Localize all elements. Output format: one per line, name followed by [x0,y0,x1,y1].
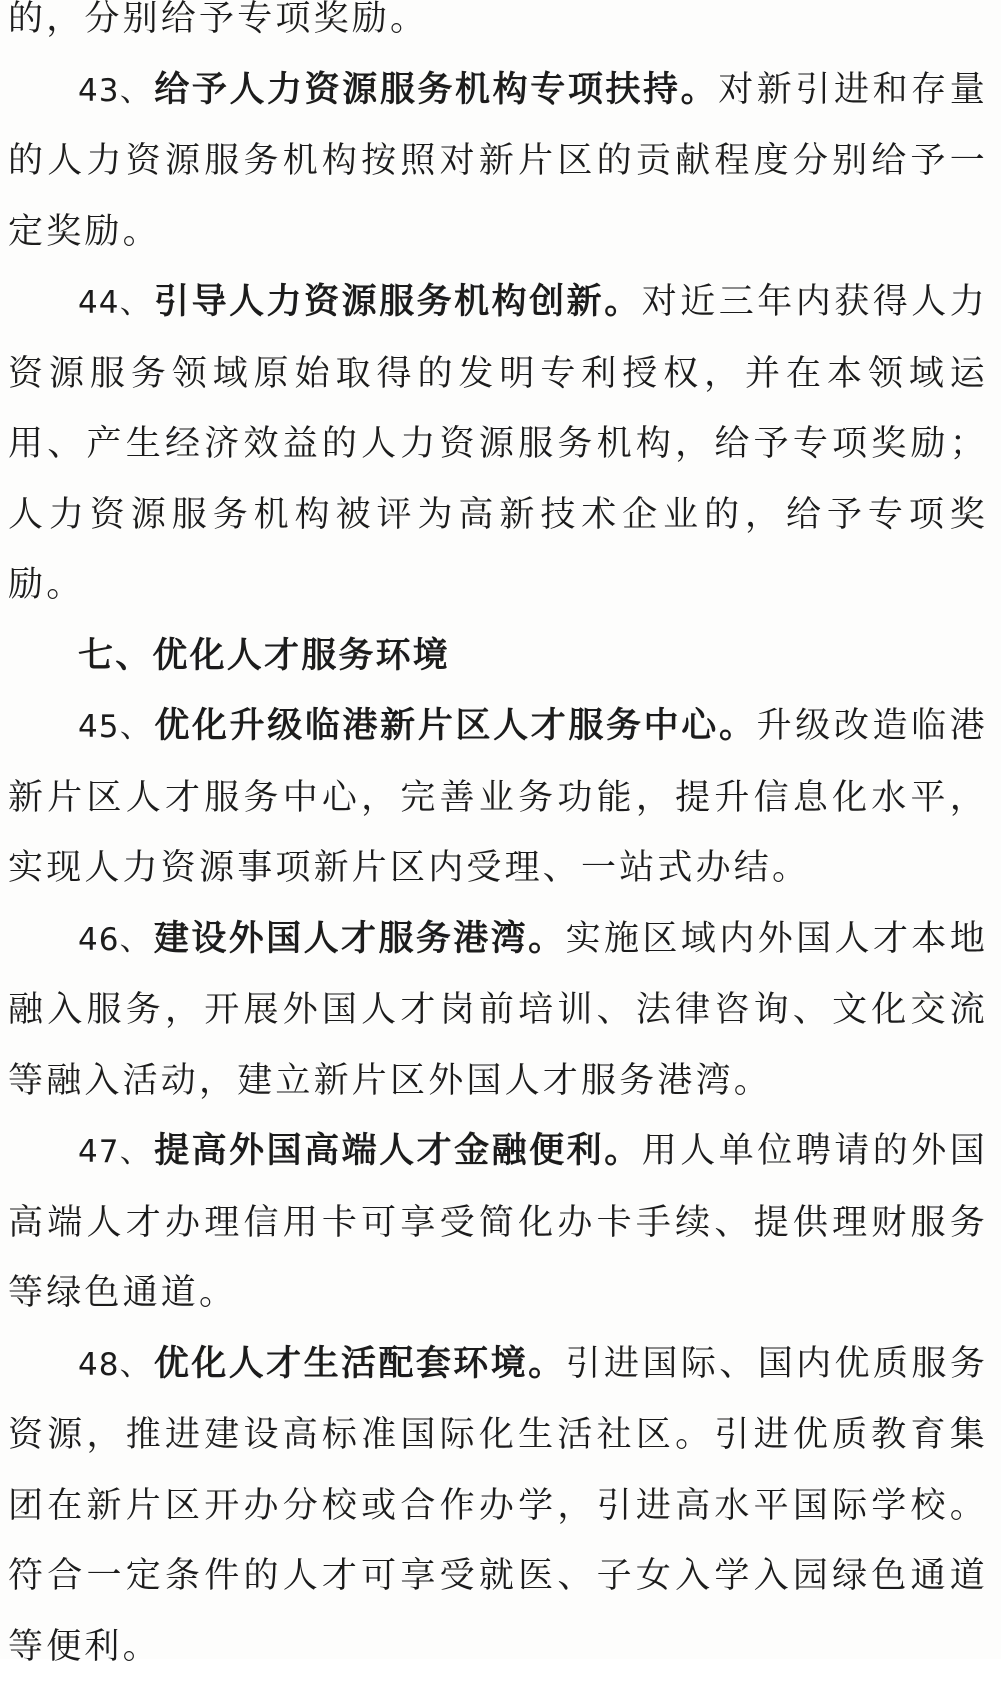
item-body: 对近三年内获得人力资源服务领域原始取得的发明专利授权，并在本领域运用、产生经济效益的人力资源服务机构，给予专项奖励；人力资源服务机构被评为高新技术企业的，给予专项奖励。 [8,282,988,605]
item-heading: 建设外国人才服务港湾。 [154,919,566,959]
item-body: 实施区域内外国人才本地融入服务，开展外国人才岗前培训、法律咨询、文化交流等融入活动，建立新片区外国人才服务港湾。 [8,919,988,1101]
item-body: 对新引进和存量的人力资源服务机构按照对新片区的贡献程度分别给予一定奖励。 [8,70,988,252]
item-46-paragraph [8,904,988,1117]
item-body: 升级改造临港新片区人才服务中心，完善业务功能，提升信息化水平，实现人力资源事项新片区内受理、一站式办结。 [8,706,988,888]
item-number: 46、 [78,922,152,958]
item-number: 44、 [78,285,152,321]
item-number: 43、 [78,73,152,109]
item-43-paragraph [8,55,988,268]
item-47-paragraph [8,1116,988,1329]
item-heading: 优化人才生活配套环境。 [154,1344,566,1384]
item-45-paragraph [8,691,988,904]
lead-in-text: 的，分别给予专项奖励。 [8,0,428,39]
section-heading-paragraph [8,621,988,692]
lead-in-paragraph [8,0,988,55]
item-number: 45、 [78,709,152,745]
item-body: 用人单位聘请的外国高端人才办理信用卡可享受简化办卡手续、提供理财服务等绿色通道。 [8,1131,988,1313]
item-48-paragraph [8,1329,988,1682]
item-heading: 提高外国高端人才金融便利。 [154,1131,642,1171]
item-heading: 优化升级临港新片区人才服务中心。 [154,706,756,746]
item-body: 引进国际、国内优质服务资源，推进建设高标准国际化生活社区。引进优质教育集团在新片区开办分校或合作办学，引进高水平国际学校。符合一定条件的人才可享受就医、子女入学入园绿色通道等便利。 [8,1344,988,1667]
item-44-paragraph [8,267,988,621]
item-number: 48、 [78,1347,152,1383]
document-body [8,0,988,1682]
section-heading: 七、优化人才服务环境 [78,636,450,676]
item-heading: 给予人力资源服务机构专项扶持。 [154,70,718,110]
item-heading: 引导人力资源服务机构创新。 [154,282,642,322]
item-number: 47、 [78,1134,152,1170]
